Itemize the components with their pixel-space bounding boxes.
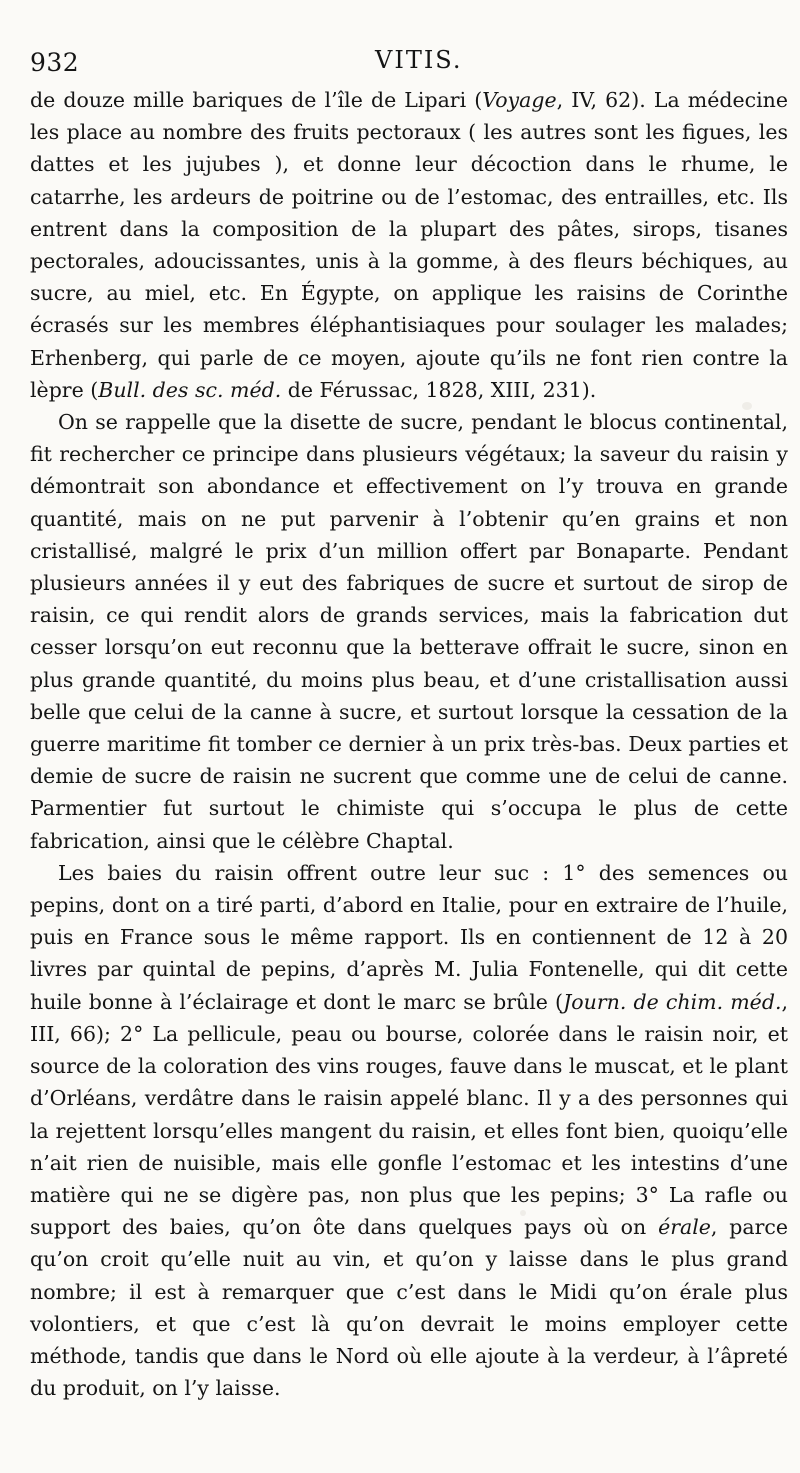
text-run: , parce qu’on croit qu’elle nuit au vin, et qu’on y laisse dans le plus grand nombre; il est à remarquer que c’est dans le Midi qu’on érale plus volontiers, et que c’est là qu’on devrait le moins employer cette méthode, tandis que dans le Nord où elle ajoute à la verdeur, à l’âpreté du produit, on l’y laisse. — [30, 1215, 788, 1401]
paragraph — [30, 406, 788, 857]
page-header — [30, 44, 790, 80]
italic-reference: Bull. des sc. méd. — [98, 377, 282, 402]
text-run: , III, 66); 2° La pellicule, peau ou bourse, colorée dans le raisin noir, et source de la coloration des vins rouges, fauve dans le muscat, et le plant d’Orléans, verdâtre dans le raisin appelé blanc. Il y a des personnes qui la rejettent lorsqu’elles mangent du raisin, et elles font bien, quoiqu’elle n’ait rien de nuisible, mais elle gonfle l’estomac et les intestins d’une matière qui ne se digère pas, non plus que les pepins; 3° La rafle ou support des baies, qu’on ôte dans quelques pays où on — [30, 989, 788, 1240]
text-run: On se rappelle que la disette de sucre, pendant le blocus continental, fit rechercher ce principe dans plusieurs végétaux; la saveur du raisin y démontrait son abondance et effectivement on l’y trouva en grande quantité, mais on ne put parvenir à l’obtenir qu’en grains et non cristallisé, malgré le prix d’un million offert par Bonaparte. Pendant plusieurs années il y eut des fabriques de sucre et surtout de sirop de raisin, ce qui rendit alors de grands services, mais la fabrication dut cesser lorsqu’on eut reconnu que la betterave offrait le sucre, sinon en plus grande quantité, du moins plus beau, et d’une cristallisation aussi belle que celui de la canne à sucre, et surtout lorsque la cessation de la guerre maritime fit tomber ce dernier à un prix très-bas. Deux parties et demie de sucre de raisin ne sucrent que comme une de celui de canne. Parmentier fut surtout le chimiste qui s’occupa le plus de cette fabrication, ainsi que le célèbre Chaptal. — [30, 410, 788, 853]
italic-reference: Journ. de chim. méd. — [563, 989, 782, 1014]
text-run: de douze mille bariques de l’île de Lipari ( — [30, 88, 483, 112]
body-text — [30, 84, 788, 1404]
paragraph — [30, 857, 788, 1404]
paragraph — [30, 84, 788, 406]
text-run: , IV, 62). La médecine les place au nombre des fruits pectoraux ( les autres sont les figues, les dattes et les jujubes ), et donne leur décoction dans le rhume, le catarrhe, les ardeurs de poitrine ou de l’estomac, des entrailles, etc. Ils entrent dans la composition de la plupart des pâtes, sirops, tisanes pectorales, adoucissantes, unis à la gomme, à des fleurs béchiques, au sucre, au miel, etc. En Égypte, on applique les raisins de Corinthe écrasés sur les membres éléphantisiaques pour soulager les malades; Erhenberg, qui parle de ce moyen, ajoute qu’ils ne font rien contre la lèpre ( — [30, 88, 788, 402]
page-number: 932 — [30, 48, 80, 77]
running-title: VITIS. — [375, 46, 463, 74]
italic-reference: Voyage — [482, 88, 557, 112]
italic-reference: érale — [658, 1215, 711, 1240]
text-run: de Férussac, 1828, XIII, 231). — [281, 377, 597, 402]
text-run: Les baies du raisin offrent outre leur suc : 1° des semences ou pepins, dont on a tiré parti, d’abord en Italie, pour en extraire de l’huile, puis en France sous le même rapport. Ils en contiennent de 12 à 20 livres par quintal de pepins, d’après M. Julia Fontenelle, qui dit cette huile bonne à l’éclairage et dont le marc se brûle ( — [30, 860, 788, 1014]
